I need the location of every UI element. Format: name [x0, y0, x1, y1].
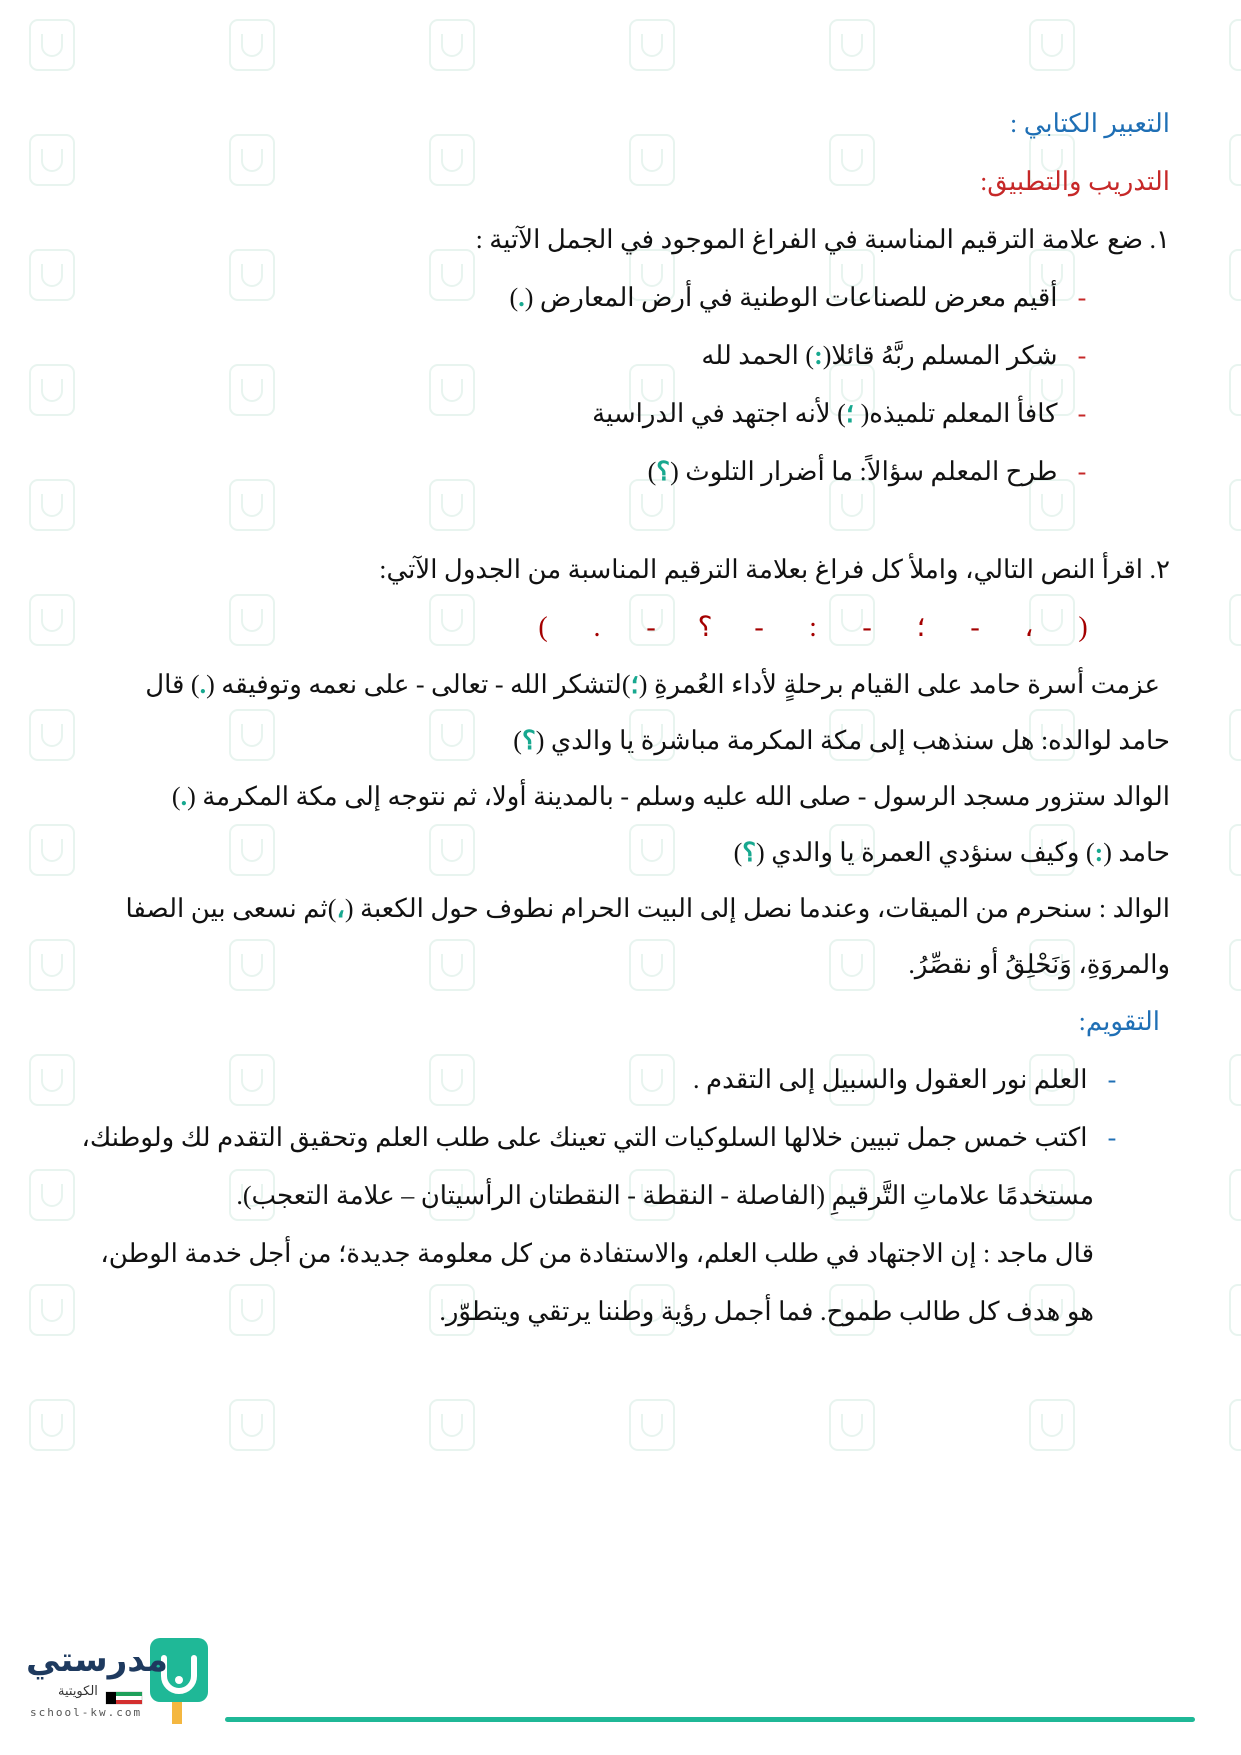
watermark-glyph [42, 264, 62, 286]
watermark-glyph [442, 34, 462, 56]
watermark-glyph [42, 149, 62, 171]
mark-cell: ) [538, 612, 548, 643]
passage-line: الوالد : سنحرم من الميقات، وعندما نصل إلى البيت الحرام نطوف حول الكعبة (،)ثم نسعى بين الصفا [125, 894, 1170, 923]
answer-mark: . [180, 782, 188, 811]
watermark-glyph [42, 379, 62, 401]
watermark-tile [30, 710, 74, 760]
watermark-tile [30, 595, 74, 645]
watermark-glyph [42, 34, 62, 56]
punctuation-marks-table [90, 599, 1170, 657]
brand-name: مدرستي [26, 1640, 168, 1680]
watermark-tile [1230, 825, 1241, 875]
brand-url: school-kw.com [30, 1706, 143, 1719]
watermark-tile [1230, 135, 1241, 185]
q1-item-text: أقيم معرض للصناعات الوطنية في أرض المعارض ( [524, 283, 1058, 312]
watermark-tile [1230, 20, 1241, 70]
answer-mark: ؟ [656, 457, 671, 486]
watermark-glyph [842, 34, 862, 56]
watermark-glyph [42, 724, 62, 746]
watermark-glyph [42, 839, 62, 861]
answer-text: قال ماجد : إن الاجتهاد في طلب العلم، والاستفادة من كل معلومة جديدة؛ من أجل خدمة الوطن، [100, 1239, 1094, 1268]
q1-item-text: ) الحمد لله [701, 341, 815, 370]
list-bullet: - [1077, 399, 1087, 428]
watermark-tile [1230, 595, 1241, 645]
watermark-tile [630, 20, 674, 70]
mark-cell: . [593, 612, 601, 643]
list-bullet: - [1077, 283, 1087, 312]
watermark-tile [30, 1400, 74, 1450]
mark-cell: ، [1024, 612, 1034, 643]
answer-mark: : [1094, 838, 1104, 867]
watermark-tile [1030, 20, 1074, 70]
question-2-prompt: ٢. اقرأ النص التالي، واملأ كل فراغ بعلامة الترقيم المناسبة من الجدول الآتي: [379, 555, 1170, 584]
footer-divider [225, 1717, 1195, 1722]
watermark-tile [30, 940, 74, 990]
answer-text: هو هدف كل طالب طموح. فما أجمل رؤية وطننا يرتقي ويتطوّر. [439, 1297, 1094, 1326]
evaluation-item-text: اكتب خمس جمل تبيين خلالها السلوكيات التي تعينك على طلب العلم وتحقيق التقدم لك ولوطنك، [81, 1123, 1088, 1152]
worksheet-content [81, 95, 1170, 1341]
watermark-tile [30, 1055, 74, 1105]
brand-subtitle: الكويتية [58, 1684, 98, 1699]
q2-passage [90, 657, 1170, 993]
watermark-tile [30, 365, 74, 415]
q1-item-text: ) [647, 457, 657, 486]
watermark-tile [1230, 1170, 1241, 1220]
evaluation-heading: التقويم: [1078, 1007, 1160, 1036]
q1-item-text: شكر المسلم ربَّهُ قائلا( [822, 341, 1058, 370]
watermark-glyph [42, 1069, 62, 1091]
watermark-glyph [442, 1414, 462, 1436]
passage-line: الوالد ستزور مسجد الرسول - صلى الله عليه وسلم - بالمدينة أولا، ثم نتوجه إلى مكة المكرمة (.) [171, 782, 1170, 811]
evaluation-item [90, 1051, 1170, 1109]
answer-mark: ؛ [630, 670, 639, 699]
evaluation-item [81, 1109, 1170, 1167]
section-heading: التعبير الكتابي : [1010, 109, 1170, 138]
watermark-tile [1230, 480, 1241, 530]
watermark-tile [830, 20, 874, 70]
q1-item [90, 327, 1170, 385]
mark-cell: ؟ [697, 612, 713, 643]
mark-cell: ؛ [916, 612, 926, 643]
watermark-glyph [42, 609, 62, 631]
answer-mark: ؟ [521, 726, 536, 755]
watermark-tile [30, 1285, 74, 1335]
watermark-glyph [42, 1184, 62, 1206]
watermark-tile [1230, 710, 1241, 760]
watermark-glyph [1042, 1414, 1062, 1436]
q1-item-text: ) لأنه اجتهد في الدراسية [592, 399, 846, 428]
watermark-tile [30, 250, 74, 300]
list-bullet: - [1107, 1065, 1117, 1094]
watermark-tile [30, 135, 74, 185]
list-bullet: - [1077, 341, 1087, 370]
watermark-glyph [242, 1414, 262, 1436]
watermark-tile [1230, 365, 1241, 415]
watermark-glyph [42, 1414, 62, 1436]
watermark-tile [30, 825, 74, 875]
watermark-tile [1230, 1400, 1241, 1450]
watermark-tile [230, 20, 274, 70]
watermark-tile [230, 1400, 274, 1450]
watermark-glyph [842, 1414, 862, 1436]
watermark-tile [30, 20, 74, 70]
q1-item-text: كافأ المعلم تلميذه( [854, 399, 1058, 428]
watermark-tile [1230, 250, 1241, 300]
watermark-tile [1030, 1400, 1074, 1450]
passage-line: والمروَةِ، وَنَحْلِقُ أو نقصِّرُ. [908, 950, 1170, 979]
list-bullet: - [1107, 1123, 1117, 1152]
mark-cell: - [970, 612, 980, 643]
answer-mark: ، [336, 894, 345, 923]
watermark-tile [430, 1400, 474, 1450]
list-bullet: - [1077, 457, 1087, 486]
q1-item [90, 443, 1170, 501]
q1-item [90, 269, 1170, 327]
passage-line: عزمت أسرة حامد على القيام برحلةٍ لأداء العُمرةِ (؛)لتشكر الله - تعالى - على نعمه وتوفيقه (.) قال [145, 670, 1160, 699]
evaluation-item-text: العلم نور العقول والسبيل إلى التقدم . [693, 1065, 1088, 1094]
answer-mark: : [814, 341, 823, 370]
mark-cell: : [809, 612, 817, 643]
evaluation-item-continuation: مستخدمًا علاماتِ التَّرقيمِ (الفاصلة - النقطة - النقطتان الرأسيتان – علامة التعجب). [236, 1181, 1094, 1210]
mark-cell: - [646, 612, 656, 643]
watermark-glyph [42, 954, 62, 976]
q1-item [90, 385, 1170, 443]
watermark-tile [830, 1400, 874, 1450]
watermark-tile [1230, 940, 1241, 990]
mark-cell: - [754, 612, 764, 643]
passage-line: حامد لوالده: هل سنذهب إلى مكة المكرمة مباشرة يا والدي (؟) [513, 726, 1170, 755]
watermark-tile [1230, 1285, 1241, 1335]
watermark-glyph [242, 34, 262, 56]
answer-mark: ؛ [845, 399, 855, 428]
watermark-glyph [42, 1299, 62, 1321]
answer-mark: ؟ [742, 838, 757, 867]
watermark-tile [630, 1400, 674, 1450]
q1-item-text: طرح المعلم سؤالاً: ما أضرار التلوث ( [670, 457, 1058, 486]
q1-item-text: ) [509, 283, 519, 312]
watermark-tile [1230, 1055, 1241, 1105]
watermark-glyph [1042, 34, 1062, 56]
watermark-tile [30, 1170, 74, 1220]
passage-line: حامد (:) وكيف سنؤدي العمرة يا والدي (؟) [733, 838, 1170, 867]
question-1-prompt: ١. ضع علامة الترقيم المناسبة في الفراغ الموجود في الجمل الآتية : [475, 225, 1170, 254]
watermark-glyph [42, 494, 62, 516]
watermark-tile [430, 20, 474, 70]
mark-cell: ( [1078, 612, 1088, 643]
answer-mark: . [199, 670, 207, 699]
watermark-glyph [642, 34, 662, 56]
mark-cell: - [862, 612, 872, 643]
answer-mark: . [518, 283, 525, 312]
training-heading: التدريب والتطبيق: [980, 167, 1170, 196]
watermark-glyph [642, 1414, 662, 1436]
watermark-tile [30, 480, 74, 530]
